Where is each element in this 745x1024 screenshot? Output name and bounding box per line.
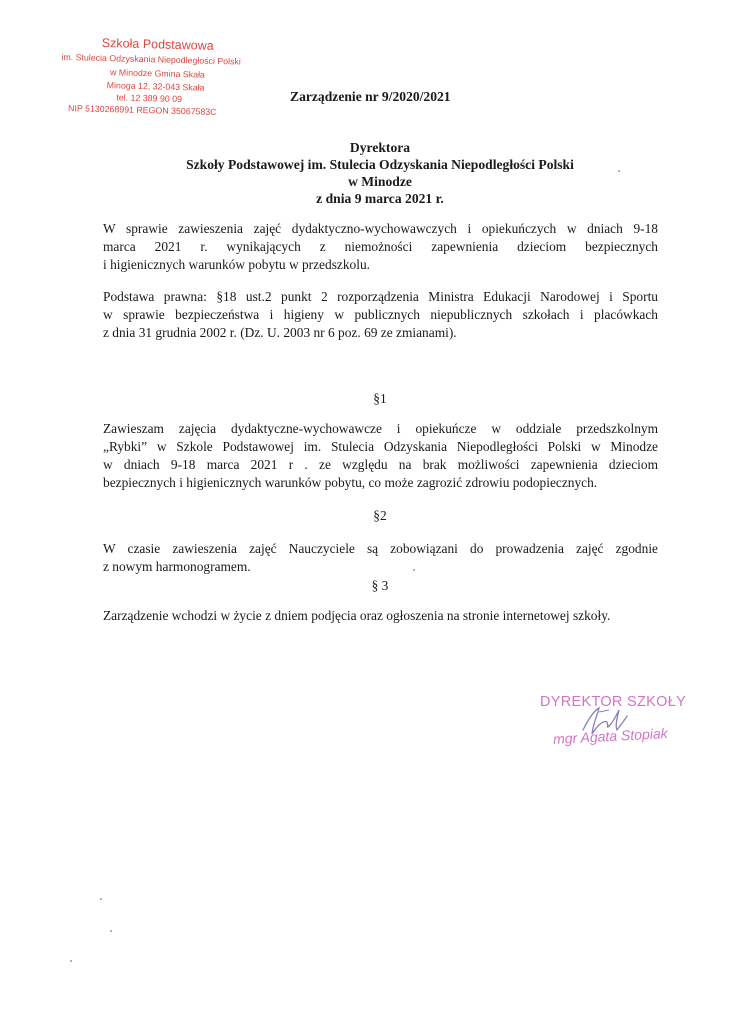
section-2-line: W czasie zawieszenia zajęć Nauczyciele są zobowiązani do prowadzenia zajęć zgodnie (103, 541, 658, 556)
stamp-phone: tel. 12 389 90 09 (116, 92, 183, 105)
section-2-paragraph (103, 540, 658, 576)
legal-basis-line: w sprawie bezpieczeństwa i higieny w publicznych niepublicznych szkołach i placówkach (103, 307, 658, 322)
section-2-line: z nowym harmonogramem. (103, 559, 251, 574)
heading-line: z dnia 9 marca 2021 r. (316, 191, 444, 206)
subject-line: marca 2021 r. wynikających z niemożności zapewnienia dzieciom bezpiecznych (103, 239, 658, 254)
section-1-line: Zawieszam zajęcia dydaktyczne-wychowawcze i opiekuńcze w oddziale przedszkolnym (103, 421, 658, 436)
section-1-line: „Rybki” w Szkole Podstawowej im. Stulecia Odzyskania Niepodległości Polski w Minodze (103, 439, 658, 454)
section-1-line: w dniach 9-18 marca 2021 r . ze względu na brak możliwości zapewnienia dzieciom (103, 457, 658, 472)
section-1-paragraph (103, 420, 658, 492)
scan-speck (413, 569, 415, 571)
legal-basis-line: z dnia 31 grudnia 2002 r. (Dz. U. 2003 nr 6 poz. 69 ze zmianami). (103, 325, 457, 340)
scan-speck (70, 960, 72, 962)
document-number: Zarządzenie nr 9/2020/2021 (290, 89, 451, 104)
director-signature-stamp (537, 694, 707, 754)
scan-speck (618, 170, 620, 172)
scan-speck (100, 898, 102, 900)
scan-speck (110, 930, 112, 932)
legal-basis-line: Podstawa prawna: §18 ust.2 punkt 2 rozporządzenia Ministra Edukacji Narodowej i Sportu (103, 289, 658, 304)
document-heading (140, 139, 620, 207)
stamp-ids: NIP 5130268991 REGON 35067583C (67, 103, 217, 117)
subject-paragraph (103, 220, 658, 274)
stamp-address: Minoga 12, 32-043 Skała (106, 80, 205, 93)
heading-line: w Minodze (348, 174, 412, 189)
subject-line: W sprawie zawieszenia zajęć dydaktyczno-wychowawczych i opiekuńczych w dniach 9-18 (103, 221, 658, 236)
section-3-paragraph (103, 607, 658, 625)
section-3-symbol: § 3 (371, 578, 389, 593)
section-3-line: Zarządzenie wchodzi w życie z dniem podjęcia oraz ogłoszenia na stronie internetowej szkoły. (103, 608, 611, 623)
stamp-school-name: Szkoła Podstawowa (101, 35, 214, 53)
subject-line: i higienicznych warunków pobytu w przedszkolu. (103, 257, 371, 272)
section-2-symbol: §2 (373, 508, 387, 523)
section-1-line: bezpiecznych i higienicznych warunków pobytu, co może zagrozić zdrowiu podopiecznych. (103, 475, 598, 490)
stamp-location: w Minodze Gmina Skała (109, 67, 206, 80)
stamp-patron: im. Stulecia Odzyskania Niepodległości Polski (61, 51, 241, 67)
school-stamp (61, 35, 266, 117)
heading-line: Szkoły Podstawowej im. Stulecia Odzyskania Niepodległości Polski (186, 157, 574, 172)
signature-title: DYREKTOR SZKOŁY (540, 694, 687, 710)
legal-basis-paragraph (103, 288, 658, 342)
section-1-symbol: §1 (373, 391, 387, 406)
heading-line: Dyrektora (349, 140, 411, 155)
signature-name: mgr Agata Stopiak (552, 725, 668, 747)
